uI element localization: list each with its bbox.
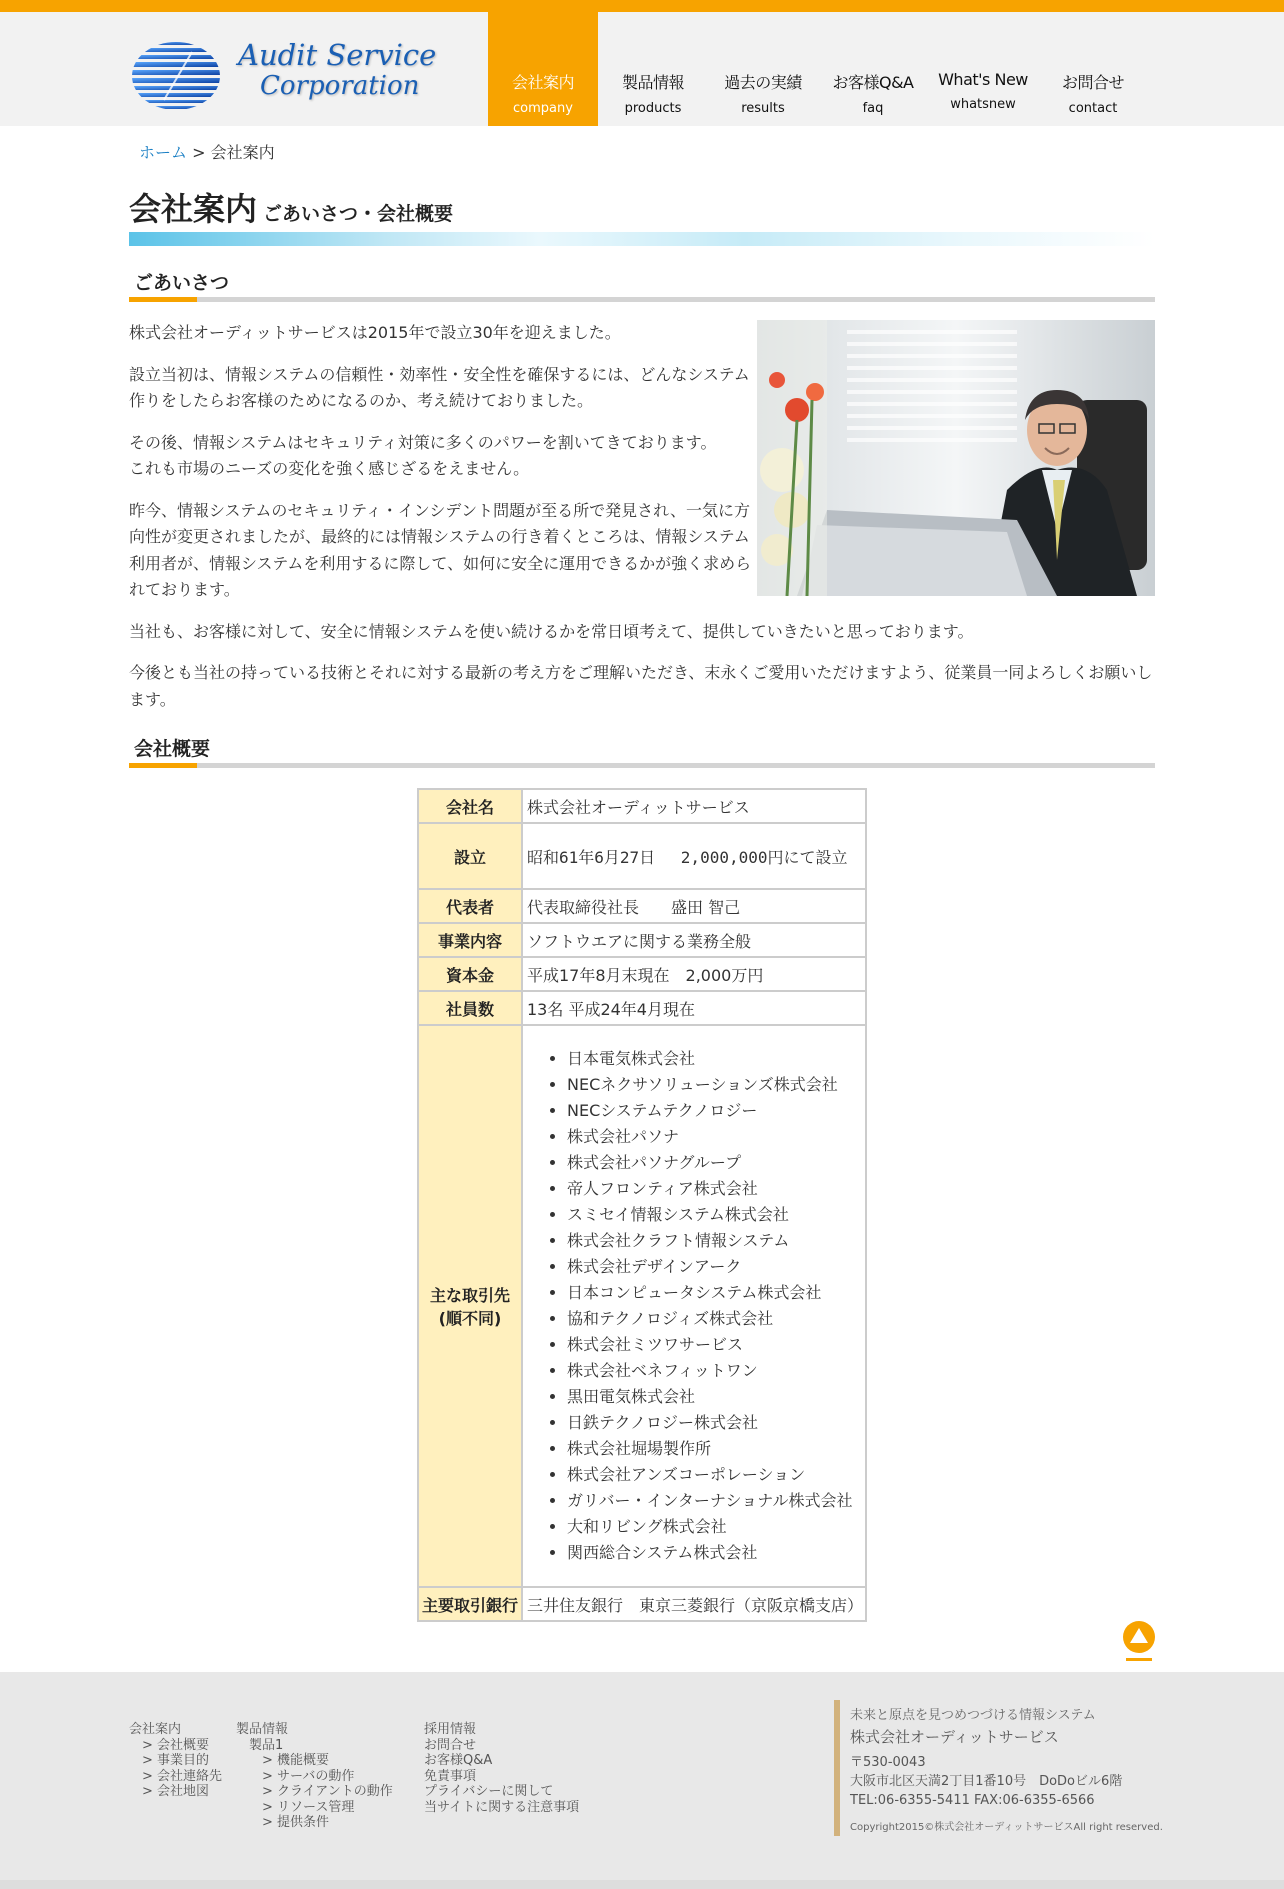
globe-logo-icon: [130, 40, 226, 112]
table-row: [418, 957, 866, 991]
footer-link[interactable]: > 事業目的: [129, 1753, 210, 1768]
row-value: 株式会社オーディットサービス: [522, 789, 866, 823]
client-item: • 協和テクノロジィズ株式会社: [567, 1306, 865, 1332]
footer-link[interactable]: 当サイトに関する注意事項: [424, 1799, 580, 1815]
nav-label-en: products: [624, 101, 682, 116]
heading-accent: [129, 297, 197, 302]
footer-address-block: [850, 1753, 1164, 1810]
table-row: [418, 889, 866, 923]
footer-link[interactable]: > 機能概要: [236, 1753, 330, 1768]
row-label: 社員数: [418, 991, 522, 1025]
footer-link[interactable]: 採用情報: [424, 1722, 477, 1737]
greeting-paragraph-1: 株式会社オーディットサービスは2015年で設立30年を迎えました。: [129, 323, 621, 342]
footer-company-info: [834, 1700, 1164, 1836]
nav-company[interactable]: [488, 12, 598, 126]
nav-label-jp: 過去の実績: [724, 73, 802, 92]
page-top-icon[interactable]: [1122, 1620, 1156, 1662]
page-title: [129, 184, 453, 230]
row-label: [418, 1025, 522, 1587]
logo-line-2: Corporation: [260, 71, 420, 101]
footer-link[interactable]: > リソース管理: [236, 1799, 355, 1815]
row-label: 事業内容: [418, 923, 522, 957]
nav-products[interactable]: [598, 12, 708, 126]
page-title-main: 会社案内: [129, 190, 258, 228]
footer-copyright: Copyright2015©株式会社オーディットサービスAll right reserved.: [850, 1822, 1163, 1833]
client-item: • 帝人フロンティア株式会社: [567, 1176, 865, 1202]
site-footer: [0, 1672, 1284, 1889]
client-item: • スミセイ情報システム株式会社: [567, 1202, 865, 1228]
nav-label-en: company: [513, 101, 573, 116]
client-item: • ガリバー・インターナショナル株式会社: [567, 1488, 865, 1514]
greeting-heading-text: ごあいさつ: [134, 272, 230, 294]
client-item: • 関西総合システム株式会社: [567, 1540, 865, 1566]
bottom-strip: [0, 1880, 1284, 1889]
footer-links-products: [236, 1722, 393, 1831]
client-item: • 株式会社ミツワサービス: [567, 1332, 865, 1358]
client-list: [527, 1046, 865, 1566]
clients-label-1: 主な取引先: [429, 1286, 510, 1305]
row-value: 三井住友銀行 東京三菱銀行（京阪京橋支店）: [522, 1587, 866, 1621]
nav-contact[interactable]: [1038, 12, 1148, 126]
nav-faq[interactable]: [818, 12, 928, 126]
client-item: • 大和リビング株式会社: [567, 1514, 865, 1540]
row-label: 代表者: [418, 889, 522, 923]
footer-address: 大阪市北区天満2丁目1番10号 DoDoビル6階: [850, 1774, 1123, 1789]
overview-section-heading: [129, 728, 1155, 768]
footer-link[interactable]: > 提供条件: [236, 1815, 330, 1830]
client-item: • 株式会社デザインアーク: [567, 1254, 865, 1280]
footer-link[interactable]: 会社案内: [129, 1722, 182, 1737]
nav-results[interactable]: [708, 12, 818, 126]
nav-label-en: whatsnew: [950, 97, 1016, 112]
greeting-paragraph-2: 設立当初は、情報システムの信頼性・効率性・安全性を確保するには、どんなシステム作りをしたらお客様のためになるのか、考え続けておりました。: [129, 364, 750, 410]
president-photo: [757, 320, 1155, 596]
nav-label-en: results: [741, 101, 785, 116]
footer-link[interactable]: > サーバの動作: [236, 1768, 355, 1784]
nav-label-jp: 会社案内: [511, 73, 574, 92]
overview-heading-text: 会社概要: [134, 738, 211, 760]
footer-link[interactable]: お問合せ: [424, 1737, 477, 1753]
client-item: • 日本コンピュータシステム株式会社: [567, 1280, 865, 1306]
breadcrumb-current: 会社案内: [210, 143, 275, 162]
footer-company-name: 株式会社オーディットサービス: [850, 1728, 1059, 1746]
footer-link[interactable]: > 会社連絡先: [129, 1768, 223, 1784]
client-item: • 日本電気株式会社: [567, 1046, 865, 1072]
footer-links-company: [129, 1722, 222, 1800]
footer-link[interactable]: プライバシーに関して: [424, 1784, 554, 1799]
nav-label-en: faq: [862, 101, 884, 116]
row-label: 資本金: [418, 957, 522, 991]
greeting-section-heading: [129, 262, 1155, 302]
greeting-paragraph-4: 昨今、情報システムのセキュリティ・インシデント問題が至る所で発見され、一気に方向性が変更されましたが、最終的には情報システムの行き着くところは、情報システム利用者が、情報システムを利用するに際して、如何に安全に運用できるかが強く求められております。: [129, 500, 752, 599]
greeting-paragraph-3a: その後、情報システムはセキュリティ対策に多くのパワーを割いてきております。: [129, 432, 717, 452]
footer-tel: TEL:06-6355-5411 FAX:06-6355-6566: [850, 1793, 1095, 1808]
breadcrumb-home-link[interactable]: ホーム: [139, 143, 188, 162]
table-row: [418, 1587, 866, 1621]
greeting-body: [129, 320, 1155, 728]
nav-whatsnew[interactable]: [928, 12, 1038, 126]
client-item: • 株式会社パソナ: [567, 1124, 865, 1150]
greeting-paragraph-5: 当社も、お客様に対して、安全に情報システムを使い続けるかを常日頃考えて、提供していきたいと思っております。: [129, 621, 974, 641]
client-item: • 株式会社クラフト情報システム: [567, 1228, 865, 1254]
client-item: • NECシステムテクノロジー: [567, 1098, 865, 1124]
footer-links-other: [424, 1722, 579, 1815]
nav-label-jp: お問合せ: [1061, 73, 1124, 92]
table-row: [418, 991, 866, 1025]
footer-slogan: 未来と原点を見つめつづける情報システム: [850, 1708, 1096, 1723]
footer-link[interactable]: 製品情報: [236, 1722, 289, 1737]
footer-link[interactable]: > 会社概要: [129, 1737, 210, 1753]
logo-wordmark: [238, 40, 436, 102]
footer-link[interactable]: > クライアントの動作: [236, 1784, 393, 1799]
logo-line-1: Audit Service: [238, 38, 437, 72]
table-row: [418, 789, 866, 823]
client-item: • 株式会社ベネフィットワン: [567, 1358, 865, 1384]
client-item: • NECネクサソリューションズ株式会社: [567, 1072, 865, 1098]
client-item: • 株式会社パソナグループ: [567, 1150, 865, 1176]
top-accent-bar: [0, 0, 1284, 12]
page-title-sub: ごあいさつ・会社概要: [263, 203, 454, 225]
nav-label-en: contact: [1068, 101, 1118, 116]
client-item: • 黒田電気株式会社: [567, 1384, 865, 1410]
client-item: • 日鉄テクノロジー株式会社: [567, 1410, 865, 1436]
breadcrumb: [139, 140, 275, 163]
footer-link[interactable]: > 会社地図: [129, 1784, 210, 1799]
global-nav: [488, 12, 1148, 126]
nav-label-jp: What's New: [938, 70, 1028, 89]
row-label: 会社名: [418, 789, 522, 823]
clients-label-2: (順不同): [438, 1309, 502, 1328]
row-value: ソフトウエアに関する業務全般: [522, 923, 866, 957]
greeting-paragraph-6: 今後とも当社の持っている技術とそれに対する最新の考え方をご理解いただき、末永くご愛用いただけますよう、従業員一同よろしくお願いします。: [129, 663, 1153, 709]
breadcrumb-separator: >: [187, 143, 211, 162]
row-value: [522, 1025, 866, 1587]
row-value: 平成17年8月末現在 2,000万円: [522, 957, 866, 991]
greeting-paragraph-3b: これも市場のニーズの変化を強く感じざるをえません。: [129, 459, 530, 478]
row-value: 昭和61年6月27日 2,000,000円にて設立: [522, 823, 866, 889]
footer-link[interactable]: 免責事項: [424, 1768, 477, 1784]
footer-postal: 〒530-0043: [850, 1755, 926, 1770]
client-item: • 株式会社堀場製作所: [567, 1436, 865, 1462]
row-label: 設立: [418, 823, 522, 889]
heading-accent: [129, 763, 197, 768]
row-value: 13名 平成24年4月現在: [522, 991, 866, 1025]
row-value: 代表取締役社長 盛田 智己: [522, 889, 866, 923]
nav-label-jp: お客様Q&A: [832, 73, 914, 92]
table-row: [418, 923, 866, 957]
title-underline: [129, 232, 1155, 246]
nav-label-jp: 製品情報: [621, 73, 684, 92]
company-overview-table: [417, 788, 867, 1622]
row-label: 主要取引銀行: [418, 1587, 522, 1621]
site-logo[interactable]: [130, 30, 437, 120]
client-item: • 株式会社アンズコーポレーション: [567, 1462, 865, 1488]
table-row: [418, 823, 866, 889]
footer-link[interactable]: お客様Q&A: [424, 1753, 493, 1768]
footer-link[interactable]: 製品1: [236, 1737, 284, 1753]
table-row: [418, 1025, 866, 1587]
